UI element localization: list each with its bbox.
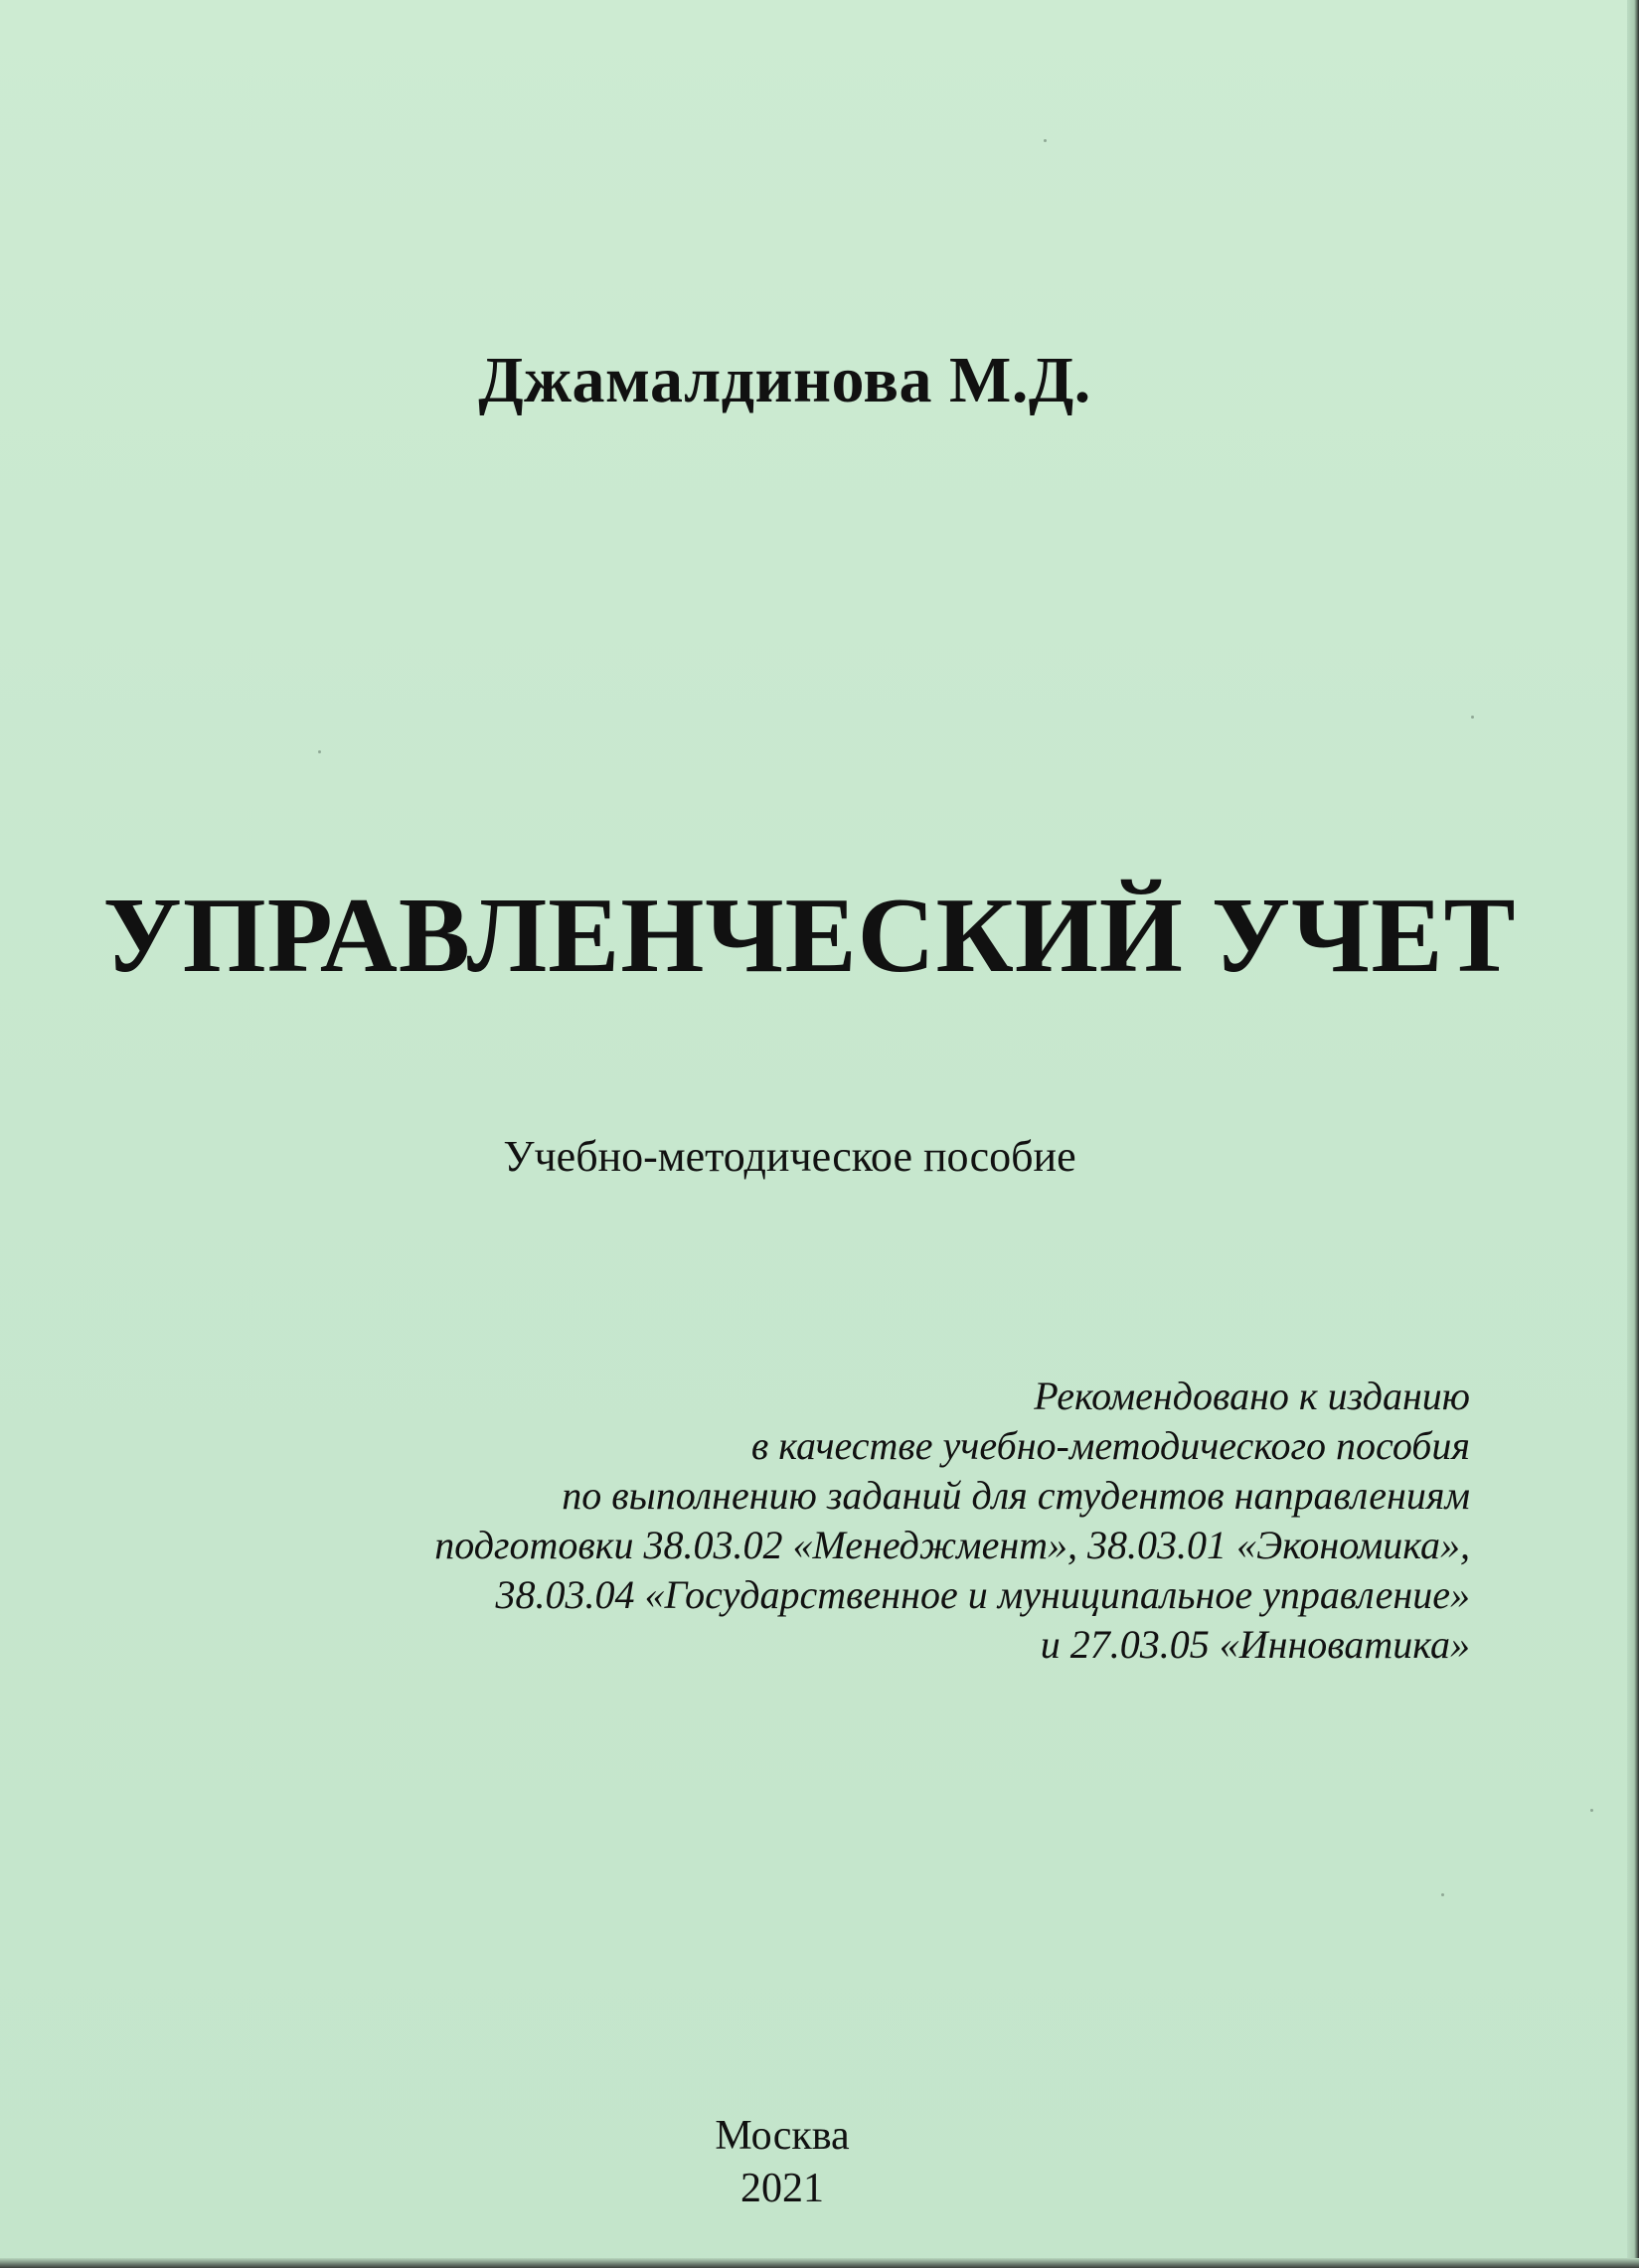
book-title: УПРАВЛЕНЧЕСКИЙ УЧЕТ [102,877,1517,995]
recommendation-line: в качестве учебно-методического пособия [750,1423,1470,1468]
book-subtitle: Учебно-методическое пособие [503,1132,1076,1181]
publication-city: Москва [715,2113,850,2159]
recommendation-line: по выполнению заданий для студентов направлениям [562,1473,1470,1518]
publication-year: 2021 [740,2166,824,2211]
recommendation-line: и 27.03.05 «Инноватика» [1040,1622,1470,1667]
recommendation-block [178,1372,1470,1670]
paper-speck [1044,139,1047,142]
recommendation-line: подготовки 38.03.02 «Менеджмент», 38.03.01 «Экономика», [434,1523,1470,1567]
paper-speck [318,750,321,753]
author-name: Джамалдинова М.Д. [478,344,1091,416]
paper-speck [1471,716,1474,719]
recommendation-line: 38.03.04 «Государственное и муниципальное управление» [495,1572,1470,1617]
page-edge-bottom [0,2258,1639,2268]
recommendation-line: Рекомендовано к изданию [1034,1374,1470,1418]
paper-speck [1441,1893,1444,1896]
paper-speck [1590,1809,1593,1812]
